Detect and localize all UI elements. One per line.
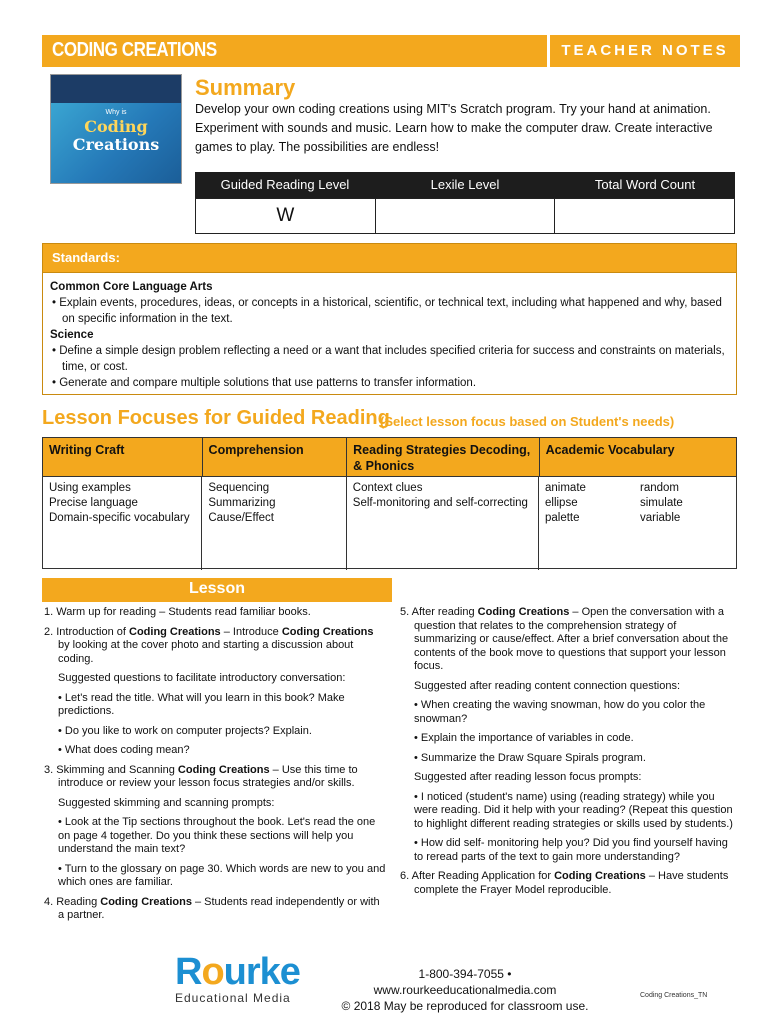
reading-strategies-cell: Context clues Self-monitoring and self-correcting <box>347 477 539 570</box>
column-header: Reading Strategies Decoding, & Phonics <box>347 438 539 476</box>
lesson-focuses-table <box>42 437 737 569</box>
lesson-step-1: 1. Warm up for reading – Students read familiar books. <box>44 606 311 618</box>
lesson-prompt: • Explain the importance of variables in code. <box>414 732 634 744</box>
table-header-row <box>43 438 736 476</box>
lesson-prompt: • Let's read the title. What will you learn in this book? Make predictions. <box>58 691 345 717</box>
standards-bar <box>42 243 737 273</box>
word-count-header: Total Word Count <box>594 177 696 192</box>
table-row <box>43 476 736 570</box>
lesson-prompt: • What does coding mean? <box>58 744 190 756</box>
lesson-heading: Lesson <box>188 580 245 597</box>
standard-item: • Define a simple design problem reflecting a need or a want that includes specified criteria for success and constraints on materials, time, or cost. <box>52 345 725 373</box>
summary-heading: Summary <box>195 75 296 100</box>
lesson-prompt-label: Suggested skimming and scanning prompts: <box>58 796 275 809</box>
lesson-step-2: 2. Introduction of Coding Creations – Introduce Coding Creations by looking at the cover photo and starting a discussion about coding. <box>44 625 374 665</box>
publisher-logo: Rourke Educational Media <box>175 951 300 1005</box>
standards-content <box>50 279 730 391</box>
cover-title-line1: Coding <box>84 117 148 136</box>
lesson-prompt-label: Suggested after reading content connection questions: <box>414 679 681 692</box>
lesson-focuses-heading: Lesson Focuses for Guided Reading <box>42 407 390 429</box>
lesson-step-3: 3. Skimming and Scanning Coding Creations – Use this time to introduce or review your lesson focus strategies and/or skills. <box>44 763 358 789</box>
cover-title-line2: Creations <box>72 135 160 154</box>
standard-item: • Generate and compare multiple solutions that use patterns to transfer information. <box>52 377 477 389</box>
copyright-line: © 2018 May be reproduced for classroom use. <box>341 999 589 1013</box>
word-count-value <box>555 199 734 233</box>
lesson-prompt: • I noticed (student's name) using (reading strategy) while you were reading. Did it help with your reading? (Repeat this question to highlight different reading strategies or skills used by students.) <box>414 790 733 830</box>
standard-item: • Explain events, procedures, ideas, or concepts in a historical, scientific, or technical text, including what happened and why, based on specific information in the text. <box>52 297 722 325</box>
guided-reading-level-value: W <box>196 199 376 233</box>
column-header: Academic Vocabulary <box>545 443 675 457</box>
teacher-notes-label: TEACHER NOTES <box>561 42 729 59</box>
reading-level-values <box>195 198 735 234</box>
cover-top-text: Why is <box>105 109 127 116</box>
lesson-prompt: • When creating the waving snowman, how do you color the snowman? <box>414 699 706 725</box>
standards-heading: Standards: <box>52 250 120 265</box>
lesson-prompt: • Summarize the Draw Square Spirals program. <box>414 751 646 764</box>
writing-craft-cell: Using examples Precise language Domain-specific vocabulary <box>43 477 202 570</box>
column-header: Comprehension <box>203 438 348 476</box>
lesson-right-column <box>400 606 740 903</box>
lesson-step-5: 5. After reading Coding Creations – Open the conversation with a question that relates to the comprehension strategy of summarizing or cause/effect. After a brief conversation about the contents of the book move to questions that support your lesson focus. <box>400 606 729 672</box>
guided-reading-level-header: Guided Reading Level <box>220 177 350 192</box>
lexile-level-value <box>376 199 556 233</box>
lesson-prompt-label: Suggested after reading lesson focus prompts: <box>414 771 642 783</box>
lesson-left-column <box>44 606 386 929</box>
academic-vocabulary-cell: animate ellipse palette random simulate variable <box>545 482 683 524</box>
lesson-prompt-label: Suggested questions to facilitate introductory conversation: <box>58 672 346 684</box>
document-title: CODING CREATIONS <box>52 39 217 61</box>
summary-text: Develop your own coding creations using MIT's Scratch program. Try your hand at animation. Experiment with sounds and music. Learn how to make the computer draw. Create interactive games to play. The possibilities are endless! <box>195 102 713 154</box>
document-code: Coding Creations_TN <box>640 992 708 999</box>
lesson-prompt: • Look at the Tip sections throughout the book. Let's read the one on page 4 together. Do you think these sections will help you understand the main text? <box>58 816 376 855</box>
standard-section-title: Science <box>50 329 94 341</box>
reading-level-header <box>195 172 735 198</box>
contact-line: 1-800-394-7055 • www.rourkeeducationalmedia.com <box>373 967 557 997</box>
lesson-step-6: 6. After Reading Application for Coding Creations – Have students complete the Frayer Model reproducible. <box>400 870 729 896</box>
column-header: Writing Craft <box>43 438 203 476</box>
lesson-prompt: • How did self- monitoring help you? Did you find yourself having to reread parts of the text to gain more understanding? <box>414 837 728 863</box>
lesson-prompt: • Turn to the glossary on page 30. Which words are new to you and which ones are familiar. <box>58 862 386 888</box>
book-cover-image <box>50 74 182 184</box>
standard-section-title: Common Core Language Arts <box>50 281 213 293</box>
lexile-level-header: Lexile Level <box>430 177 500 192</box>
contact-info <box>330 966 600 1014</box>
lesson-focuses-subheading: (Select lesson focus based on Student's needs) <box>380 414 675 429</box>
lesson-prompt: • Do you like to work on computer projects? Explain. <box>58 724 312 737</box>
lesson-step-4: 4. Reading Coding Creations – Students read independently or with a partner. <box>44 895 380 921</box>
comprehension-cell: Sequencing Summarizing Cause/Effect <box>202 477 346 570</box>
